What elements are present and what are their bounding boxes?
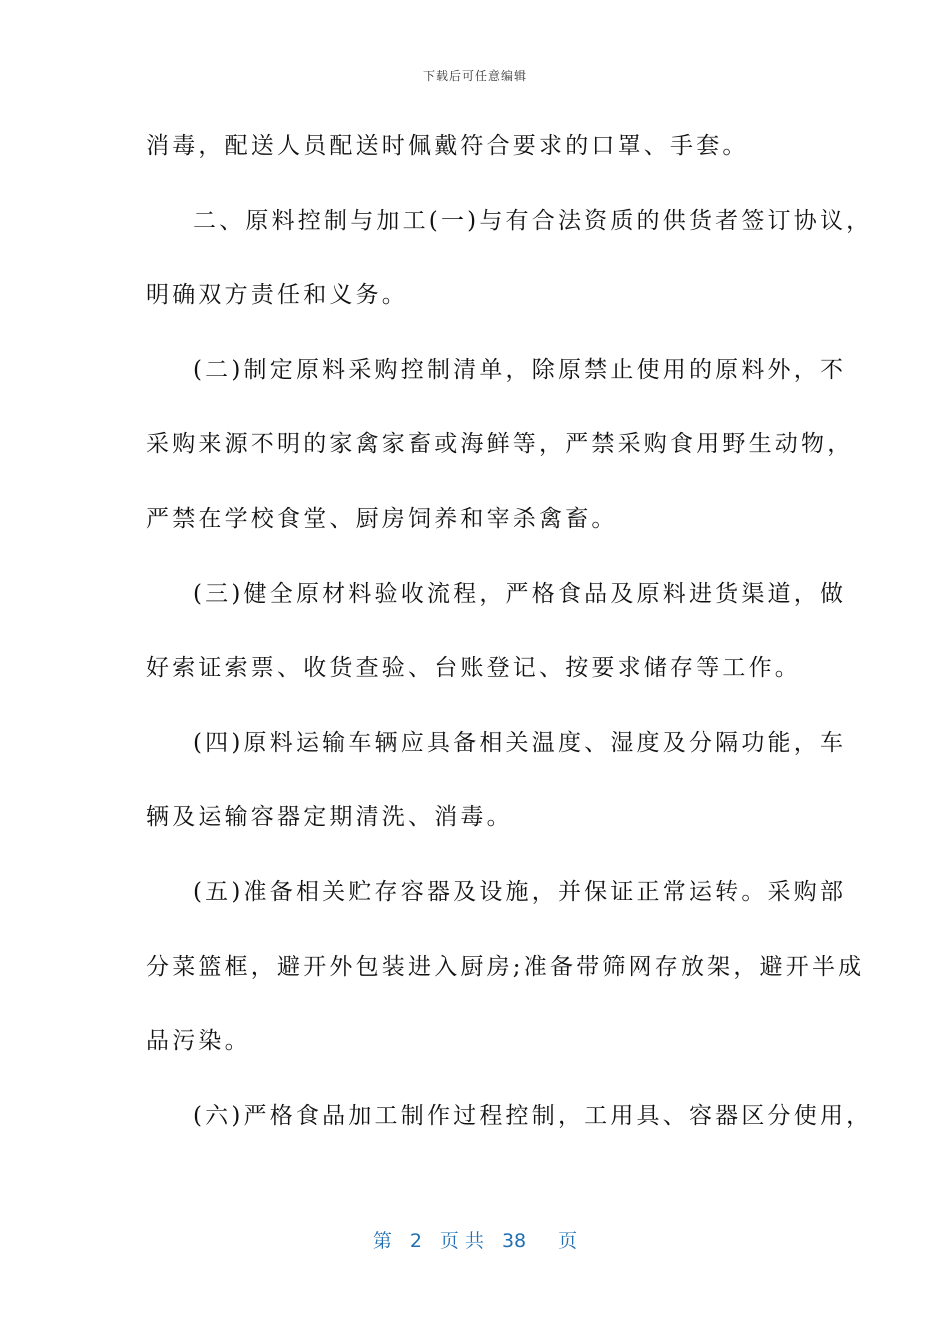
text-line-1: 消毒，配送人员配送时佩戴符合要求的口罩、手套。 bbox=[146, 133, 749, 159]
text-line-12: 分菜篮框，避开外包装进入厨房;准备带筛网存放架，避开半成 bbox=[146, 953, 865, 980]
current-page-number: 2 bbox=[409, 1230, 422, 1252]
document-body bbox=[146, 126, 873, 1170]
text-line-10: 辆及运输容器定期清洗、消毒。 bbox=[146, 804, 513, 831]
text-line-5: 采购来源不明的家禽家畜或海鲜等，严禁采购食用野生动物， bbox=[146, 431, 854, 458]
page-header-note: 下载后可任意编辑 bbox=[422, 69, 527, 83]
text-line-14: (六)严格食品加工制作过程控制，工用具、容器区分使用， bbox=[193, 1102, 873, 1129]
footer-prefix: 第 bbox=[372, 1230, 392, 1252]
text-line-13: 品污染。 bbox=[146, 1028, 251, 1055]
text-line-7: (三)健全原材料验收流程，严格食品及原料进货渠道，做 bbox=[193, 580, 847, 607]
text-line-2: 二、原料控制与加工(一)与有合法资质的供货者签订协议， bbox=[193, 207, 873, 234]
text-line-6: 严禁在学校食堂、厨房饲养和宰杀禽畜。 bbox=[146, 505, 618, 532]
text-line-4: (二)制定原料采购控制清单，除原禁止使用的原料外，不 bbox=[193, 356, 847, 383]
page-number-footer bbox=[0, 1226, 950, 1253]
text-line-9: (四)原料运输车辆应具备相关温度、湿度及分隔功能，车 bbox=[193, 729, 847, 756]
text-line-11: (五)准备相关贮存容器及设施，并保证正常运转。采购部 bbox=[193, 878, 847, 905]
total-page-count: 38 bbox=[501, 1230, 527, 1252]
text-line-3: 明确双方责任和义务。 bbox=[146, 282, 408, 309]
footer-suffix: 页 bbox=[558, 1230, 578, 1252]
footer-middle: 页 共 bbox=[439, 1230, 484, 1252]
text-line-8: 好索证索票、收货查验、台账登记、按要求储存等工作。 bbox=[146, 655, 801, 682]
